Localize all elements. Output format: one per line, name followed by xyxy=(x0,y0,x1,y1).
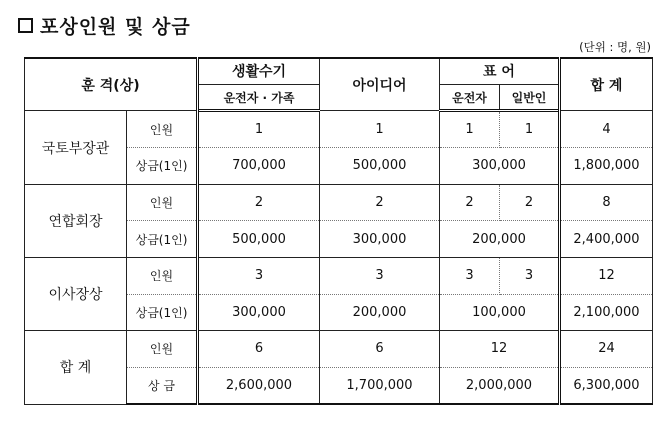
prize-label: 상금(1인) xyxy=(127,148,198,185)
header-life: 생활수기 xyxy=(198,58,320,84)
prize-slogan: 100,000 xyxy=(440,294,560,331)
prize-label: 상금(1인) xyxy=(127,294,198,331)
award-table xyxy=(24,57,653,405)
count-slogan-driver: 1 xyxy=(440,111,500,148)
count-idea: 2 xyxy=(320,184,440,221)
count-slogan-driver: 2 xyxy=(440,184,500,221)
prize-label: 상 금 xyxy=(127,367,198,404)
header-idea: 아이디어 xyxy=(320,58,440,111)
group-label: 이사장상 xyxy=(25,257,127,330)
count-slogan-driver: 3 xyxy=(440,257,500,294)
sum-prize-idea: 1,700,000 xyxy=(320,367,440,404)
prize-slogan: 200,000 xyxy=(440,221,560,258)
count-total: 4 xyxy=(560,111,653,148)
sum-count-life: 6 xyxy=(198,331,320,368)
table-row xyxy=(25,257,653,294)
count-label: 인원 xyxy=(127,257,198,294)
prize-life: 300,000 xyxy=(198,294,320,331)
count-slogan-public: 1 xyxy=(500,111,560,148)
prize-total: 2,100,000 xyxy=(560,294,653,331)
prize-label: 상금(1인) xyxy=(127,221,198,258)
unit-note: (단위 : 명, 원) xyxy=(579,40,651,54)
count-label: 인원 xyxy=(127,184,198,221)
header-slogan-public: 일반인 xyxy=(500,84,560,110)
header-slogan-driver: 운전자 xyxy=(440,84,500,110)
count-total: 8 xyxy=(560,184,653,221)
group-label: 연합회장 xyxy=(25,184,127,257)
count-idea: 3 xyxy=(320,257,440,294)
header-total: 합 계 xyxy=(560,58,653,111)
section-title-text: 포상인원 및 상금 xyxy=(40,16,191,38)
prize-idea: 200,000 xyxy=(320,294,440,331)
header-life-sub: 운전자 · 가족 xyxy=(198,84,320,110)
checkbox-square-icon xyxy=(18,18,33,33)
count-slogan-public: 3 xyxy=(500,257,560,294)
prize-slogan: 300,000 xyxy=(440,148,560,185)
count-life: 2 xyxy=(198,184,320,221)
count-life: 3 xyxy=(198,257,320,294)
sum-prize-life: 2,600,000 xyxy=(198,367,320,404)
prize-total: 2,400,000 xyxy=(560,221,653,258)
header-rank: 훈 격(상) xyxy=(25,58,198,111)
prize-idea: 500,000 xyxy=(320,148,440,185)
sum-count-idea: 6 xyxy=(320,331,440,368)
prize-life: 500,000 xyxy=(198,221,320,258)
prize-total: 1,800,000 xyxy=(560,148,653,185)
count-total: 12 xyxy=(560,257,653,294)
sum-count-slogan: 12 xyxy=(440,331,560,368)
count-idea: 1 xyxy=(320,111,440,148)
count-slogan-public: 2 xyxy=(500,184,560,221)
prize-life: 700,000 xyxy=(198,148,320,185)
count-label: 인원 xyxy=(127,111,198,148)
sum-count-total: 24 xyxy=(560,331,653,368)
prize-idea: 300,000 xyxy=(320,221,440,258)
group-label: 국토부장관 xyxy=(25,111,127,184)
count-life: 1 xyxy=(198,111,320,148)
section-title xyxy=(18,12,191,39)
sum-row xyxy=(25,331,653,368)
sum-prize-total: 6,300,000 xyxy=(560,367,653,404)
count-label: 인원 xyxy=(127,331,198,368)
header-slogan: 표 어 xyxy=(440,58,560,84)
table-row xyxy=(25,184,653,221)
sum-prize-slogan: 2,000,000 xyxy=(440,367,560,404)
sum-group-label: 합 계 xyxy=(25,331,127,404)
table-row xyxy=(25,111,653,148)
